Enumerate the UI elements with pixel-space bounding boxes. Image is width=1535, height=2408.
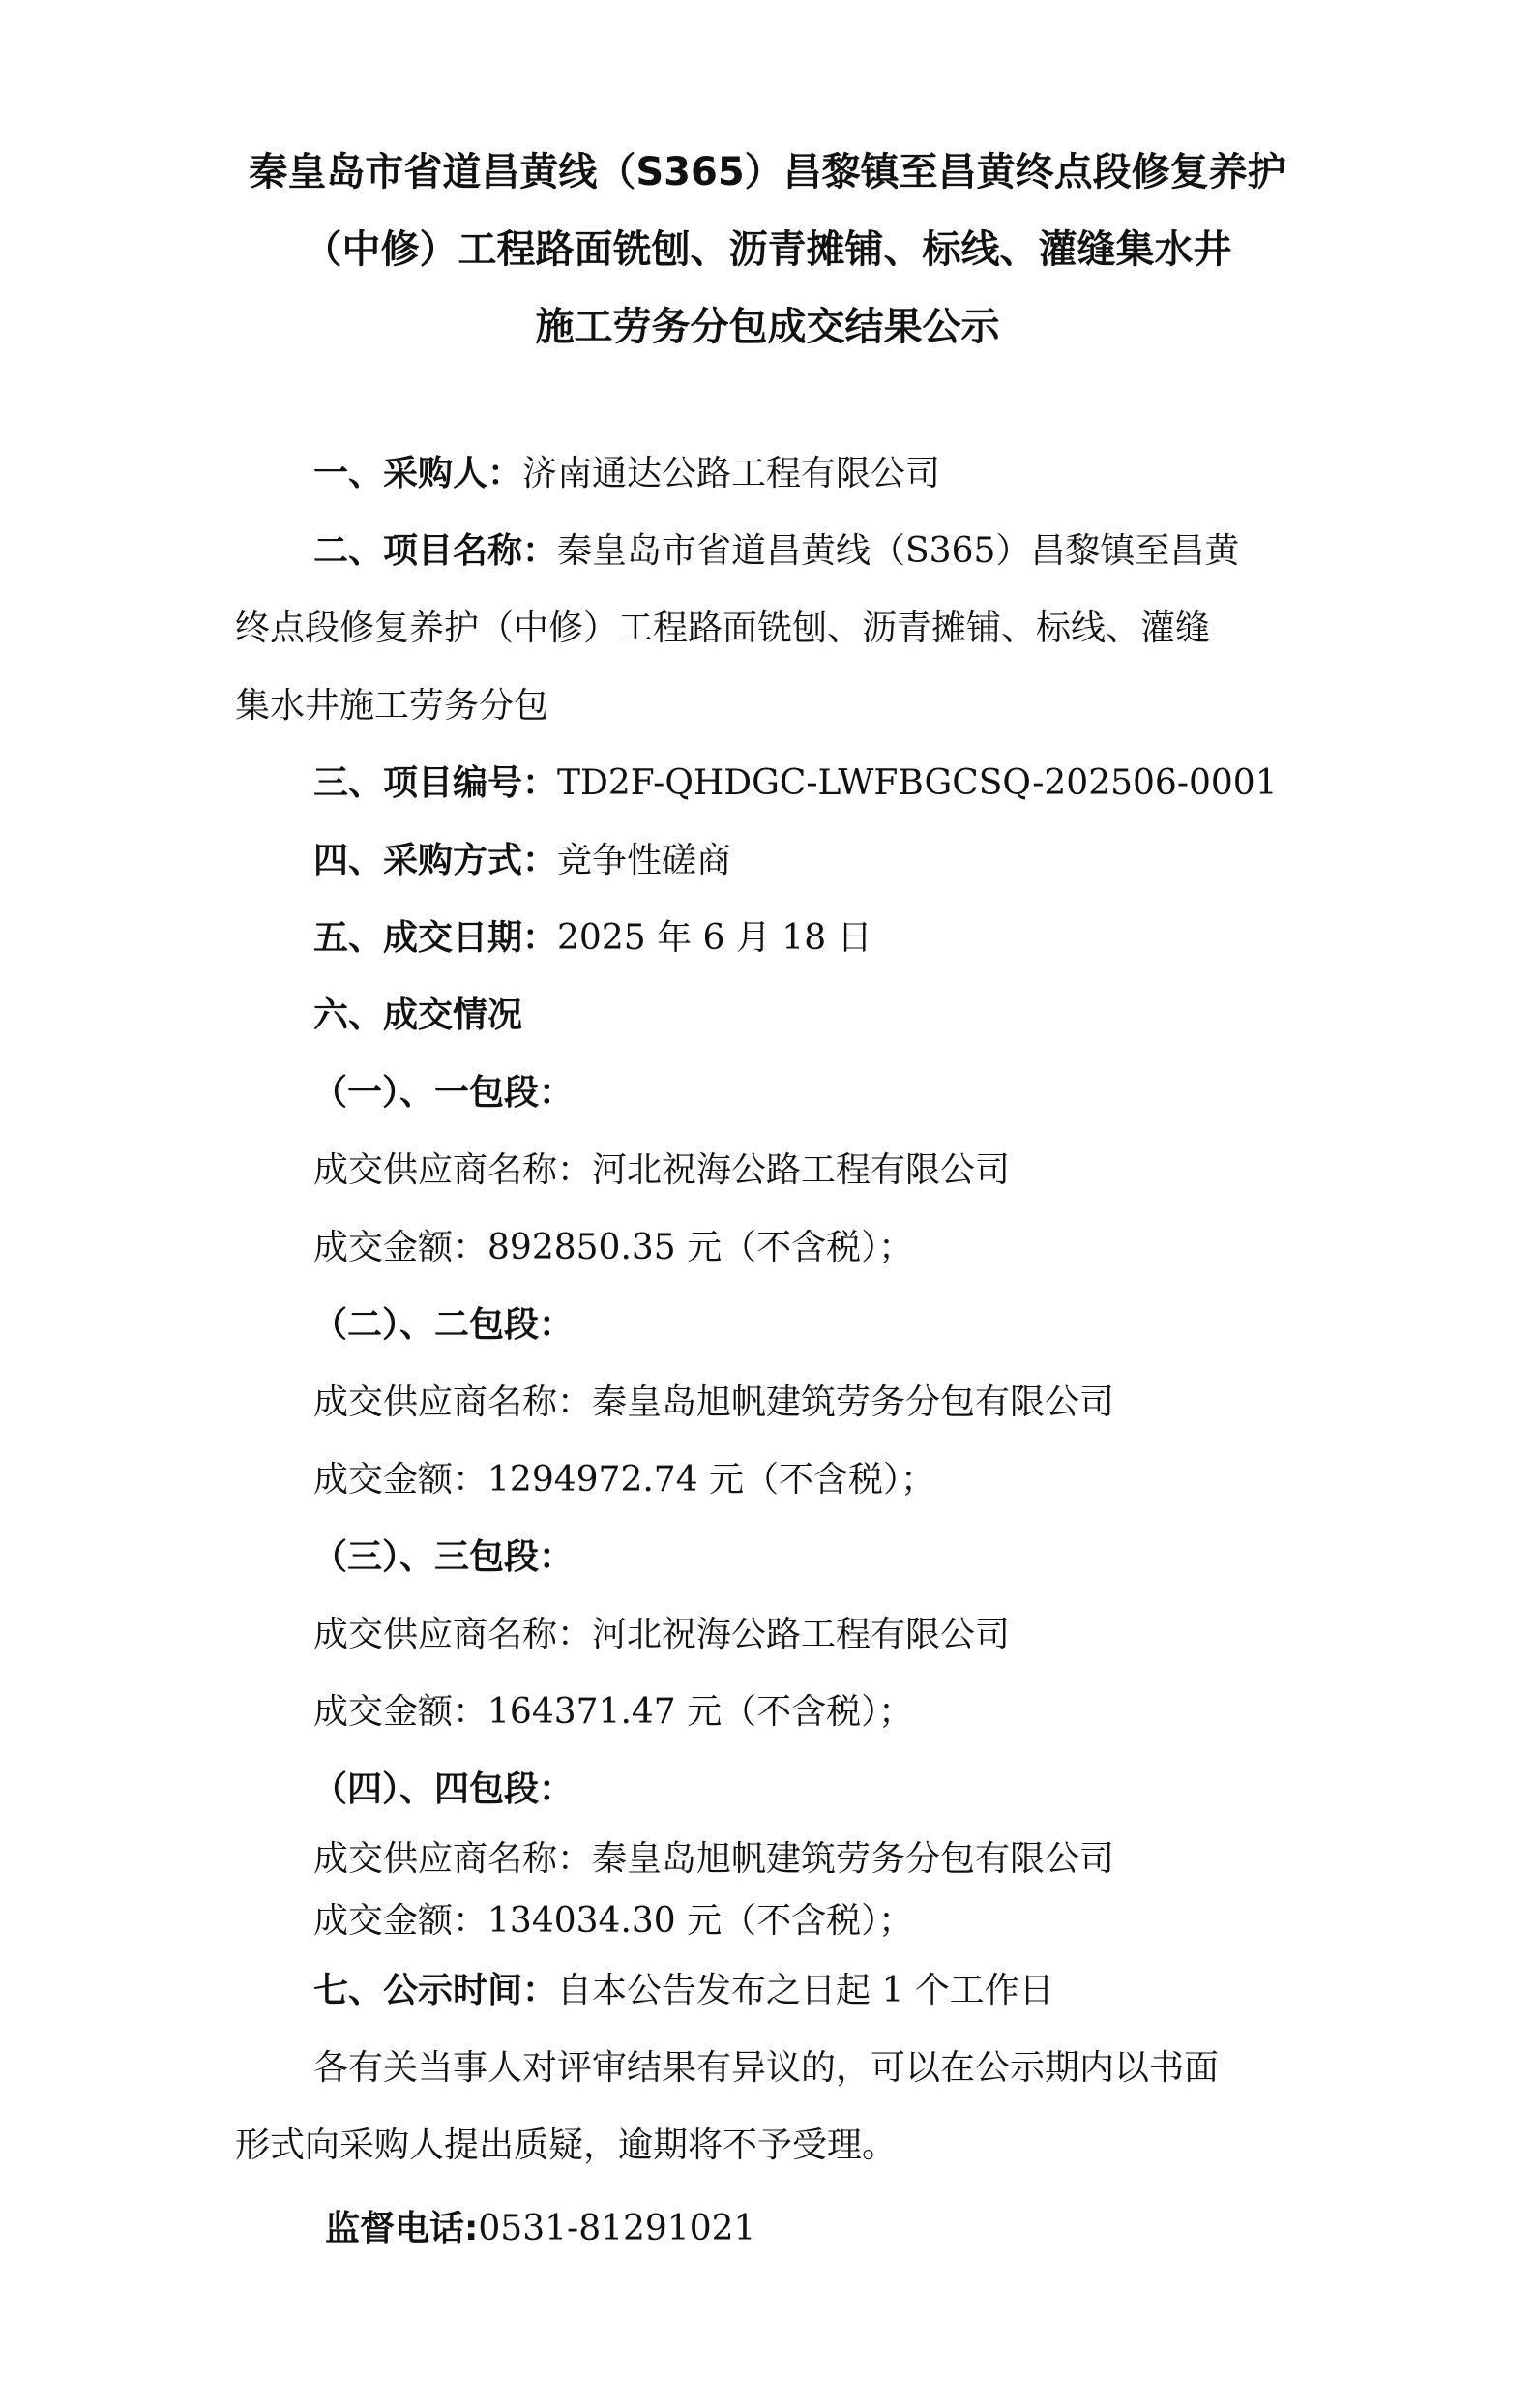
lot-1-amount-label: 成交金额： — [313, 1228, 488, 1267]
lot-1-heading: （一）、一包段： — [312, 1073, 575, 1113]
lot-3-amount-row — [235, 1674, 1318, 1751]
lot-3-heading: （三）、三包段： — [312, 1537, 575, 1577]
lot-2-amount-row — [235, 1442, 1318, 1519]
title-line-3: 施工劳务分包成交结果公示 — [535, 305, 1000, 349]
lot-4-amount-label: 成交金额： — [313, 1901, 488, 1941]
lot-3-supplier-row — [235, 1596, 1318, 1674]
project-number-label: 三、项目编号： — [313, 763, 558, 803]
project-name-line-3: 集水井施工劳务分包 — [235, 686, 549, 726]
objection-notice-line-2: 形式向采购人提出质疑，逾期将不予受理。 — [235, 2126, 898, 2165]
project-name-line-1: 秦皇岛市省道昌黄线（S365）昌黎镇至昌黄 — [557, 531, 1240, 571]
project-name-label: 二、项目名称： — [313, 531, 558, 571]
supervision-phone-value: 0531-81291021 — [478, 2209, 756, 2248]
document-title — [193, 134, 1342, 366]
lot-2-supplier: 秦皇岛旭帆建筑劳务分包有限公司 — [592, 1382, 1115, 1422]
lot-2-supplier-label: 成交供应商名称： — [313, 1382, 593, 1422]
lot-4-supplier: 秦皇岛旭帆建筑劳务分包有限公司 — [592, 1839, 1115, 1879]
lot-2-heading: （二）、二包段： — [312, 1305, 575, 1345]
lot-2-amount: 1294972.74 元（不含税）； — [487, 1460, 936, 1500]
project-number-value: TD2F-QHDGC-LWFBGCSQ-202506-0001 — [557, 763, 1278, 803]
project-number-row — [235, 745, 1318, 822]
purchaser-row — [235, 435, 1318, 513]
title-line-1: 秦皇岛市省道昌黄线（S365）昌黎镇至昌黄终点段修复养护 — [249, 150, 1286, 194]
lot-3-amount: 164371.47 元（不含税）； — [487, 1692, 914, 1732]
lot-4-supplier-label: 成交供应商名称： — [313, 1839, 593, 1879]
lot-4-amount: 134034.30 元（不含税）； — [487, 1901, 914, 1941]
purchaser-value: 济南通达公路工程有限公司 — [522, 454, 941, 493]
document-body — [235, 435, 1318, 2268]
title-line-2: （中修）工程路面铣刨、沥青摊铺、标线、灌缝集水井 — [303, 227, 1232, 272]
procurement-method-row — [235, 822, 1318, 900]
lot-3-supplier-label: 成交供应商名称： — [313, 1615, 593, 1654]
lot-4-heading: （四）、四包段： — [312, 1769, 575, 1809]
procurement-method-value: 竞争性磋商 — [557, 841, 732, 880]
lot-3-amount-label: 成交金额： — [313, 1692, 488, 1732]
lot-3-supplier: 河北祝海公路工程有限公司 — [592, 1615, 1011, 1654]
lot-1-supplier: 河北祝海公路工程有限公司 — [592, 1150, 1011, 1190]
deal-date-row — [235, 900, 1318, 977]
lot-2-supplier-row — [235, 1364, 1318, 1442]
deal-date-label: 五、成交日期： — [313, 918, 558, 958]
publicity-period-row — [235, 1952, 1318, 2030]
objection-notice-line-1: 各有关当事人对评审结果有异议的，可以在公示期内以书面 — [313, 2048, 1220, 2088]
publicity-period-value: 自本公告发布之日起 1 个工作日 — [557, 1971, 1054, 2010]
purchaser-label: 一、采购人： — [313, 454, 523, 493]
project-name-row — [235, 513, 1318, 590]
lot-1-supplier-label: 成交供应商名称： — [313, 1150, 593, 1190]
lot-1-amount: 892850.35 元（不含税）； — [487, 1228, 914, 1267]
project-name-line-2: 终点段修复养护（中修）工程路面铣刨、沥青摊铺、标线、灌缝 — [235, 609, 1211, 648]
procurement-method-label: 四、采购方式： — [313, 841, 558, 880]
supervision-phone-label: 监督电话: — [325, 2209, 479, 2248]
lot-4-supplier-row — [235, 1828, 1318, 1890]
lot-1-amount-row — [235, 1209, 1318, 1287]
supervision-phone-row — [235, 2190, 1318, 2268]
lot-4-amount-row — [235, 1890, 1318, 1952]
deal-section-heading: 六、成交情况 — [313, 996, 523, 1035]
lot-1-supplier-row — [235, 1132, 1318, 1209]
lot-2-amount-label: 成交金额： — [313, 1460, 488, 1500]
deal-date-value: 2025 年 6 月 18 日 — [557, 918, 872, 958]
publicity-period-label: 七、公示时间： — [313, 1971, 558, 2010]
